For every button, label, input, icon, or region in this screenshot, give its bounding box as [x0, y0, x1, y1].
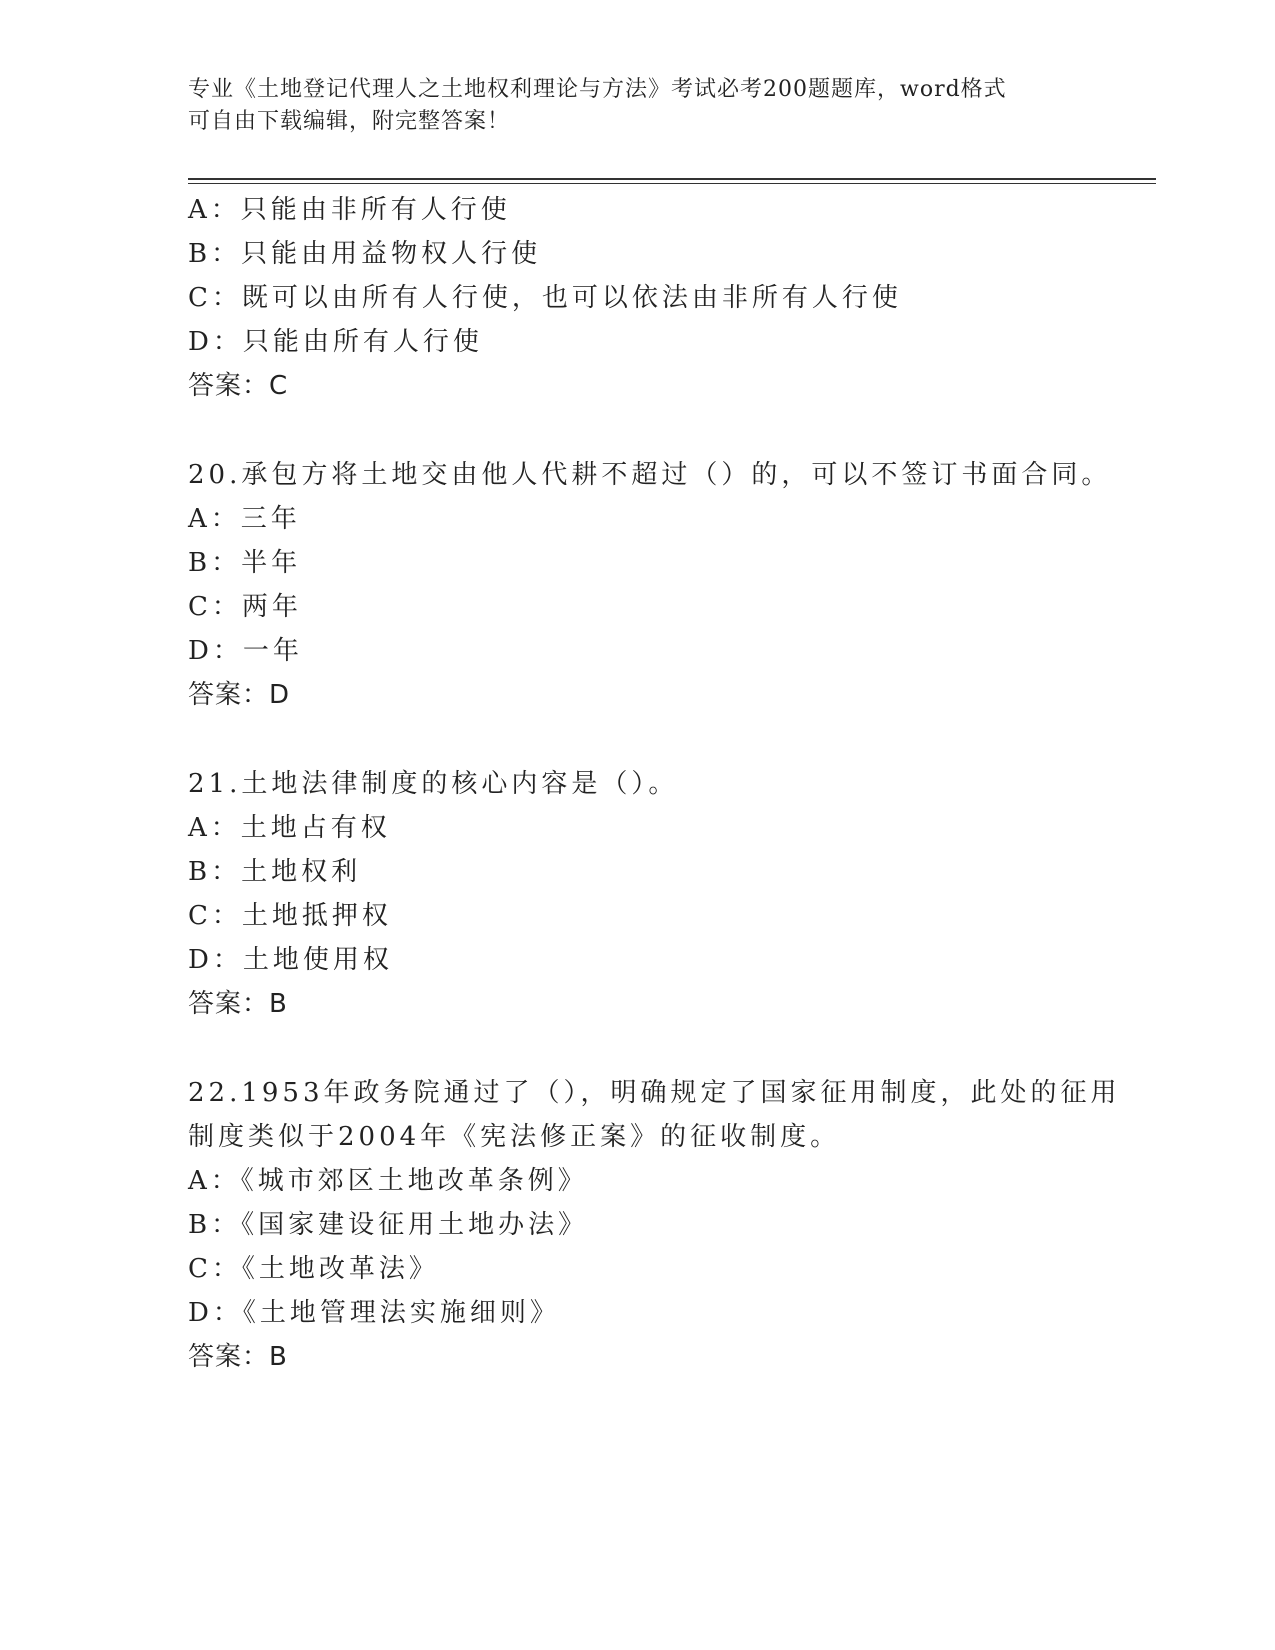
q19-option-d: D：只能由所有人行使	[188, 327, 483, 357]
q22-stem-line-2: 制度类似于2004年《宪法修正案》的征收制度。	[188, 1122, 841, 1152]
document-header	[188, 74, 1088, 138]
q20-option-b: B：半年	[188, 548, 302, 578]
q22-option-c: C：《土地改革法》	[188, 1254, 439, 1284]
q21-stem: 21.土地法律制度的核心内容是（）。	[188, 769, 679, 799]
q20-option-a: A：三年	[188, 504, 301, 534]
q20-option-d: D：一年	[188, 636, 303, 666]
header-divider-thick	[188, 178, 1156, 180]
q20-answer: 答案：D	[188, 680, 291, 710]
q19-option-b: B：只能由用益物权人行使	[188, 239, 542, 269]
q22-option-a: A：《城市郊区土地改革条例》	[188, 1166, 588, 1196]
q21-option-b: B：土地权利	[188, 857, 362, 887]
q22-stem-line-1: 22.1953年政务院通过了（），明确规定了国家征用制度，此处的征用	[188, 1078, 1121, 1108]
header-divider-thin	[188, 183, 1156, 184]
q21-option-a: A：土地占有权	[188, 813, 391, 843]
q22-option-b: B：《国家建设征用土地办法》	[188, 1210, 589, 1240]
q21-option-d: D：土地使用权	[188, 945, 393, 975]
q20-option-c: C：两年	[188, 592, 302, 622]
q22-answer: 答案：B	[188, 1342, 288, 1372]
q19-answer: 答案：C	[188, 371, 289, 401]
q22-option-d: D：《土地管理法实施细则》	[188, 1298, 560, 1328]
q20-stem: 20.承包方将土地交由他人代耕不超过（）的，可以不签订书面合同。	[188, 460, 1112, 490]
q21-option-c: C：土地抵押权	[188, 901, 392, 931]
header-line-2: 可自由下载编辑，附完整答案！	[188, 109, 511, 134]
q19-option-a: A：只能由非所有人行使	[188, 195, 511, 225]
q21-answer: 答案：B	[188, 989, 288, 1019]
header-line-1: 专业《土地登记代理人之土地权利理论与方法》考试必考200题题库，word格式	[188, 77, 1007, 102]
q19-option-c: C：既可以由所有人行使，也可以依法由非所有人行使	[188, 283, 902, 313]
